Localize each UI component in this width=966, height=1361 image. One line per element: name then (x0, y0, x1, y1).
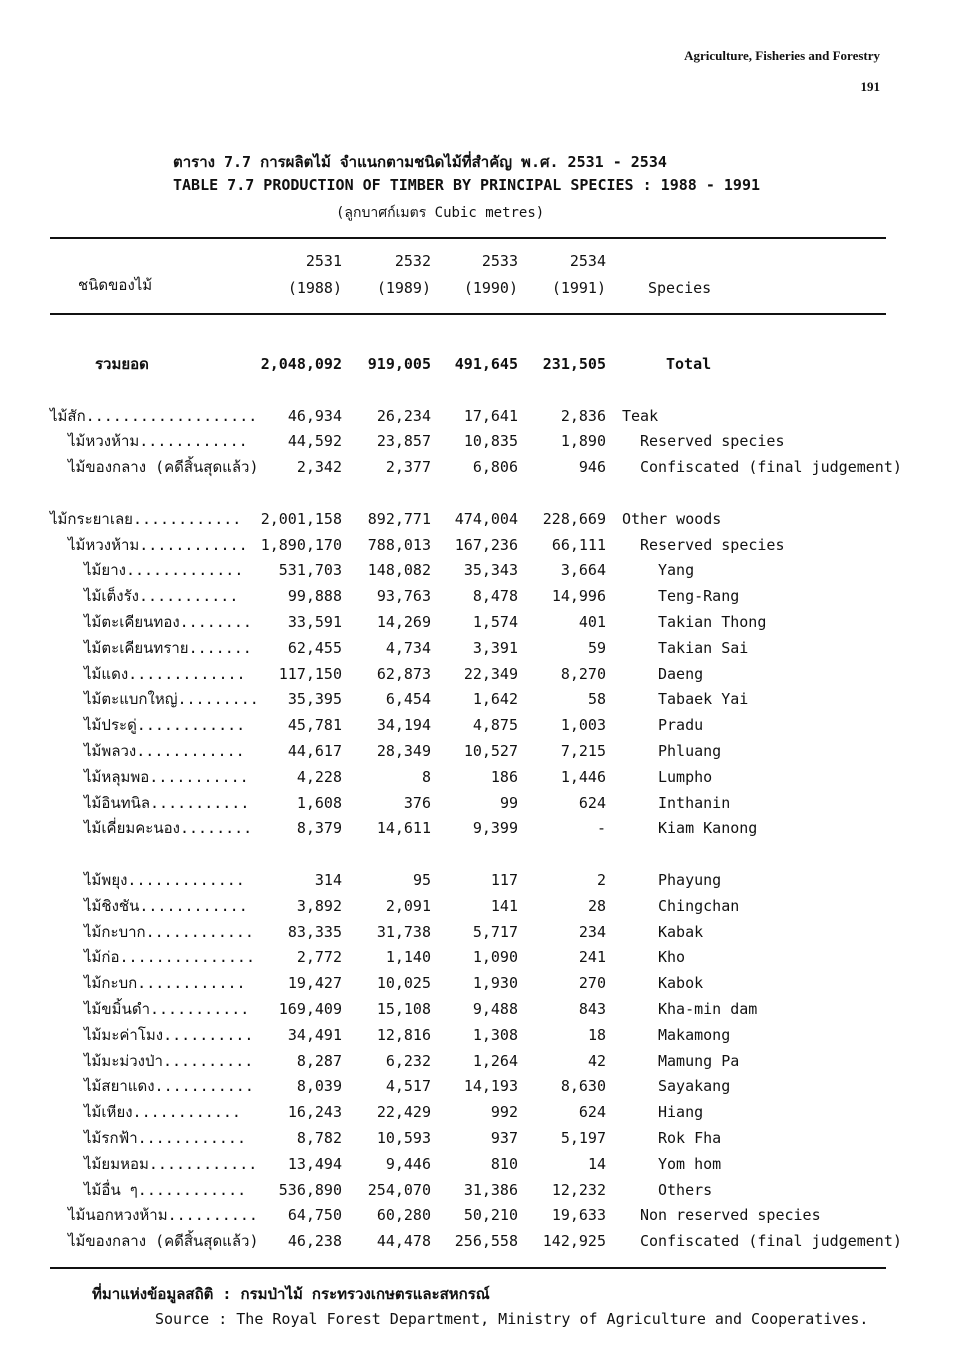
value-cell-2533: 14,193 (463, 1077, 518, 1096)
value-cell-2533: 1,090 (472, 948, 518, 967)
value-cell-2533: 35,343 (463, 561, 518, 580)
value-cell-2533: 1,574 (472, 612, 518, 631)
row-spacer (0, 481, 966, 507)
year-ce: (1988) (287, 279, 342, 297)
value-cell-2531: 2,342 (296, 458, 342, 477)
value-cell-2531: 8,379 (296, 819, 342, 838)
value-cell-2533: 992 (490, 1103, 518, 1122)
thai-species-name: ไม้ของกลาง (คดีสิ้นสุดแล้ว) (68, 1232, 259, 1251)
value-cell-2532: 14,611 (376, 819, 431, 838)
value-cell-2534: 28 (587, 896, 606, 915)
value-cell-2534: 19,633 (551, 1206, 606, 1225)
value-cell-2531: 62,455 (287, 638, 342, 657)
total-row (0, 352, 966, 378)
value-cell-2532: 22,429 (376, 1103, 431, 1122)
value-cell-2533: 10,527 (463, 741, 518, 760)
value-cell-2531: 33,591 (287, 612, 342, 631)
thai-species-name: ไม้มะค่าโมง.......... (84, 1025, 254, 1044)
english-species-name: Lumpho (658, 767, 713, 786)
value-cell-2534: 2,836 (560, 406, 606, 425)
value-cell-2533: 1,308 (472, 1025, 518, 1044)
english-species-name: Kiam Kanong (658, 819, 758, 838)
value-cell-2532: 10,025 (376, 974, 431, 993)
table-row (0, 662, 966, 688)
value-cell-2533: 17,641 (463, 406, 518, 425)
value-cell-2534: 8,630 (560, 1077, 606, 1096)
year-be: 2532 (394, 252, 431, 270)
value-cell-2531: 19,427 (287, 974, 342, 993)
english-species-name: Pradu (658, 716, 704, 735)
english-species-name: Phayung (658, 870, 722, 889)
thai-species-name: ไม้อินทนิล........... (84, 793, 250, 812)
table-row (0, 765, 966, 791)
value-cell-2532: 6,454 (385, 690, 431, 709)
english-species-name: Teak (622, 406, 659, 425)
value-cell-2534: 42 (587, 1051, 606, 1070)
table-row (0, 1152, 966, 1178)
value-cell-2533: 50,210 (463, 1206, 518, 1225)
english-species-name: Hiang (658, 1103, 704, 1122)
value-cell-2532: 254,070 (367, 1180, 431, 1199)
value-cell-2532: 892,771 (367, 509, 431, 528)
source-thai: ที่มาแห่งข้อมูลสถิติ : กรมป่าไม้ กระทรวงเกษตรและสหกรณ์ (92, 1285, 490, 1303)
header-rule (50, 313, 886, 315)
table-row (0, 429, 966, 455)
value-cell-2533: 810 (490, 1154, 518, 1173)
year-be: 2534 (569, 252, 606, 270)
table-row (0, 713, 966, 739)
english-species-name: Makamong (658, 1025, 731, 1044)
table-row (0, 945, 966, 971)
thai-species-name: ไม้ของกลาง (คดีสิ้นสุดแล้ว) (68, 458, 259, 477)
value-cell-2531: 536,890 (278, 1180, 342, 1199)
value-cell-2531: 16,243 (287, 1103, 342, 1122)
value-cell-2531: 8,782 (296, 1128, 342, 1147)
value-cell-2533: 141 (490, 896, 518, 915)
value-cell-2532: 2,377 (385, 458, 431, 477)
value-cell-2534: 241 (578, 948, 606, 967)
english-species-name: Yom hom (658, 1154, 722, 1173)
thai-species-name: ไม้หวงห้าม............ (68, 535, 248, 554)
value-cell-2534: 231,505 (542, 355, 606, 373)
value-cell-2531: 46,238 (287, 1232, 342, 1251)
value-cell-2534: 401 (578, 612, 606, 631)
year-ce: (1990) (463, 279, 518, 297)
table-row (0, 533, 966, 559)
thai-species-name: ไม้ยาง............. (84, 561, 244, 580)
thai-species-name: ไม้ขมิ้นดำ........... (84, 999, 250, 1018)
thai-species-name: ไม้หลุมพอ........... (84, 767, 249, 786)
english-species-name: Takian Thong (658, 612, 767, 631)
english-species-name: Tabaek Yai (658, 690, 749, 709)
value-cell-2533: 117 (490, 870, 518, 889)
english-species-name: Others (658, 1180, 713, 1199)
table-row (0, 739, 966, 765)
value-cell-2534: 7,215 (560, 741, 606, 760)
value-cell-2531: 34,491 (287, 1025, 342, 1044)
english-species-name: Daeng (658, 664, 704, 683)
value-cell-2532: 62,873 (376, 664, 431, 683)
row-spacer (0, 378, 966, 404)
thai-species-name: ไม้พลวง............ (84, 741, 245, 760)
value-cell-2531: 1,890,170 (260, 535, 342, 554)
value-cell-2533: 1,264 (472, 1051, 518, 1070)
thai-species-name: ไม้กะบาก............ (84, 922, 254, 941)
value-cell-2532: 6,232 (385, 1051, 431, 1070)
top-rule (50, 237, 886, 239)
value-cell-2532: 10,593 (376, 1128, 431, 1147)
value-cell-2531: 4,228 (296, 767, 342, 786)
table-row (0, 997, 966, 1023)
value-cell-2533: 99 (499, 793, 518, 812)
english-species-name: Phluang (658, 741, 722, 760)
table-row (0, 1203, 966, 1229)
table-title-english: TABLE 7.7 PRODUCTION OF TIMBER BY PRINCIPAL SPECIES : 1988 - 1991 (173, 176, 760, 194)
english-species-name: Confiscated (final judgement) (640, 458, 902, 477)
column-header-thai (78, 272, 152, 299)
english-species-name: Kabok (658, 974, 704, 993)
table-unit: (ลูกบาศก์เมตร Cubic metres) (336, 205, 545, 221)
thai-species-name: ไม้ชิงชัน............ (84, 896, 248, 915)
value-cell-2534: 2 (596, 870, 606, 889)
table-row (0, 1023, 966, 1049)
value-cell-2533: 1,930 (472, 974, 518, 993)
value-cell-2534: 14 (587, 1154, 606, 1173)
year-ce: (1989) (376, 279, 431, 297)
table-row (0, 507, 966, 533)
value-cell-2533: 4,875 (472, 716, 518, 735)
value-cell-2534: 5,197 (560, 1128, 606, 1147)
value-cell-2532: 1,140 (385, 948, 431, 967)
thai-species-name: ไม้พยุง............. (84, 870, 245, 889)
value-cell-2532: 14,269 (376, 612, 431, 631)
value-cell-2531: 2,001,158 (260, 509, 342, 528)
column-header-2532 (377, 248, 431, 302)
thai-species-name: ไม้เต็งรัง........... (84, 587, 239, 606)
table-row (0, 636, 966, 662)
value-cell-2531: 314 (314, 870, 342, 889)
english-species-name: Reserved species (640, 535, 785, 554)
table-row (0, 455, 966, 481)
thai-species-name: ไม้ตะแบกใหญ่......... (84, 690, 259, 709)
table-row (0, 558, 966, 584)
thai-species-name: ไม้หวงห้าม............ (68, 432, 248, 451)
value-cell-2533: 256,558 (454, 1232, 518, 1251)
table-row (0, 816, 966, 842)
value-cell-2531: 2,772 (296, 948, 342, 967)
thai-species-name: ไม้อื่น ๆ............ (84, 1180, 247, 1199)
value-cell-2534: 59 (587, 638, 606, 657)
value-cell-2532: 4,734 (385, 638, 431, 657)
value-cell-2533: 8,478 (472, 587, 518, 606)
table-row (0, 1100, 966, 1126)
page-number: 191 (860, 79, 880, 94)
value-cell-2533: 9,488 (472, 999, 518, 1018)
thai-species-name: ไม้รกฟ้า............ (84, 1128, 246, 1147)
english-species-name: Chingchan (658, 896, 740, 915)
value-cell-2532: 26,234 (376, 406, 431, 425)
value-cell-2532: 2,091 (385, 896, 431, 915)
value-cell-2531: 2,048,092 (260, 355, 342, 373)
value-cell-2533: 1,642 (472, 690, 518, 709)
source-english: Source : The Royal Forest Department, Ministry of Agriculture and Cooperatives. (155, 1310, 869, 1328)
value-cell-2533: 6,806 (472, 458, 518, 477)
value-cell-2532: 4,517 (385, 1077, 431, 1096)
year-ce: (1991) (551, 279, 606, 297)
english-species-name: Takian Sai (658, 638, 749, 657)
english-species-name: Kabak (658, 922, 704, 941)
bottom-rule (50, 1267, 886, 1269)
thai-species-name: ไม้ก่อ............... (84, 948, 255, 967)
value-cell-2531: 44,592 (287, 432, 342, 451)
thai-species-name: ไม้ตะเคียนทอง........ (84, 612, 252, 631)
species-label: Species (648, 279, 712, 297)
value-cell-2534: 843 (578, 999, 606, 1018)
value-cell-2534: 8,270 (560, 664, 606, 683)
table-row (0, 894, 966, 920)
value-cell-2532: 95 (412, 870, 431, 889)
value-cell-2531: 13,494 (287, 1154, 342, 1173)
value-cell-2534: 1,003 (560, 716, 606, 735)
table-row (0, 1126, 966, 1152)
year-be: 2533 (481, 252, 518, 270)
value-cell-2531: 45,781 (287, 716, 342, 735)
thai-species-name: ไม้ประดู่............ (84, 716, 246, 735)
value-cell-2534: 142,925 (542, 1232, 606, 1251)
value-cell-2532: 919,005 (367, 355, 431, 373)
value-cell-2532: 23,857 (376, 432, 431, 451)
value-cell-2534: 1,446 (560, 767, 606, 786)
value-cell-2533: 937 (490, 1128, 518, 1147)
value-cell-2533: 10,835 (463, 432, 518, 451)
table-row (0, 404, 966, 430)
value-cell-2532: 788,013 (367, 535, 431, 554)
value-cell-2533: 22,349 (463, 664, 518, 683)
table-row (0, 687, 966, 713)
table-row (0, 610, 966, 636)
value-cell-2532: 60,280 (376, 1206, 431, 1225)
row-spacer (0, 842, 966, 868)
value-cell-2531: 8,039 (296, 1077, 342, 1096)
value-cell-2533: 31,386 (463, 1180, 518, 1199)
english-species-name: Kho (658, 948, 686, 967)
value-cell-2532: 8 (421, 767, 431, 786)
english-species-name: Kha-min dam (658, 999, 758, 1018)
thai-species-name: ไม้กระยาเลย............ (50, 509, 242, 528)
thai-species-name: ไม้ยมหอม............ (84, 1154, 258, 1173)
thai-species-name: ไม้นอกหวงห้าม.......... (68, 1206, 258, 1225)
table-row (0, 868, 966, 894)
column-header-species (648, 275, 711, 302)
value-cell-2534: 58 (587, 690, 606, 709)
value-cell-2534: 66,111 (551, 535, 606, 554)
value-cell-2531: 169,409 (278, 999, 342, 1018)
value-cell-2531: 46,934 (287, 406, 342, 425)
table-row (0, 1049, 966, 1075)
value-cell-2531: 44,617 (287, 741, 342, 760)
value-cell-2533: 167,236 (454, 535, 518, 554)
value-cell-2532: 148,082 (367, 561, 431, 580)
english-species-name: Total (666, 355, 712, 373)
value-cell-2534: 3,664 (560, 561, 606, 580)
value-cell-2532: 28,349 (376, 741, 431, 760)
value-cell-2534: 1,890 (560, 432, 606, 451)
value-cell-2534: 234 (578, 922, 606, 941)
table-row (0, 791, 966, 817)
english-species-name: Mamung Pa (658, 1051, 740, 1070)
value-cell-2534: 12,232 (551, 1180, 606, 1199)
value-cell-2533: 474,004 (454, 509, 518, 528)
thai-species-name: ไม้เคี่ยมคะนอง........ (84, 819, 253, 838)
value-cell-2531: 83,335 (287, 922, 342, 941)
value-cell-2534: 18 (587, 1025, 606, 1044)
english-species-name: Inthanin (658, 793, 731, 812)
thai-species-label: ชนิดของไม้ (78, 276, 153, 294)
thai-species-name: ไม้สยาแดง........... (84, 1077, 254, 1096)
table-row (0, 1229, 966, 1255)
thai-species-name: ไม้แดง............. (84, 664, 246, 683)
table-row (0, 971, 966, 997)
value-cell-2532: 93,763 (376, 587, 431, 606)
english-species-name: Other woods (622, 509, 722, 528)
thai-species-name: ไม้กะบก............ (84, 974, 246, 993)
table-row (0, 1074, 966, 1100)
table-row (0, 584, 966, 610)
column-header-2531 (288, 248, 342, 302)
value-cell-2534: 270 (578, 974, 606, 993)
value-cell-2532: 9,446 (385, 1154, 431, 1173)
value-cell-2533: 186 (490, 767, 518, 786)
english-species-name: Yang (658, 561, 695, 580)
value-cell-2532: 31,738 (376, 922, 431, 941)
english-species-name: Confiscated (final judgement) (640, 1232, 902, 1251)
english-species-name: Sayakang (658, 1077, 731, 1096)
english-species-name: Rok Fha (658, 1128, 722, 1147)
value-cell-2531: 99,888 (287, 587, 342, 606)
column-header-2534 (552, 248, 606, 302)
value-cell-2532: 12,816 (376, 1025, 431, 1044)
value-cell-2532: 15,108 (376, 999, 431, 1018)
thai-species-name: ไม้ตะเคียนทราย....... (84, 638, 252, 657)
english-species-name: Non reserved species (640, 1206, 821, 1225)
value-cell-2533: 3,391 (472, 638, 518, 657)
column-header-2533 (464, 248, 518, 302)
english-species-name: Reserved species (640, 432, 785, 451)
value-cell-2531: 117,150 (278, 664, 342, 683)
value-cell-2533: 5,717 (472, 922, 518, 941)
value-cell-2534: 14,996 (551, 587, 606, 606)
value-cell-2533: 491,645 (454, 355, 518, 373)
value-cell-2532: 44,478 (376, 1232, 431, 1251)
value-cell-2534: 624 (578, 793, 606, 812)
thai-species-name: ไม้สัก................... (50, 406, 258, 425)
table-row (0, 920, 966, 946)
year-be: 2531 (305, 252, 342, 270)
value-cell-2533: 9,399 (472, 819, 518, 838)
english-species-name: Teng-Rang (658, 587, 740, 606)
value-cell-2534: 228,669 (542, 509, 606, 528)
value-cell-2531: 8,287 (296, 1051, 342, 1070)
value-cell-2531: 64,750 (287, 1206, 342, 1225)
thai-species-name: ไม้เหียง............ (84, 1103, 241, 1122)
value-cell-2531: 3,892 (296, 896, 342, 915)
value-cell-2532: 376 (403, 793, 431, 812)
thai-species-name: รวมยอด (95, 355, 149, 373)
value-cell-2534: 624 (578, 1103, 606, 1122)
value-cell-2534: 946 (578, 458, 606, 477)
thai-species-name: ไม้มะม่วงป่า.......... (84, 1051, 254, 1070)
table-title-thai: ตาราง 7.7 การผลิตไม้ จำแนกตามชนิดไม้ที่สำคัญ พ.ศ. 2531 - 2534 (173, 153, 667, 171)
value-cell-2531: 1,608 (296, 793, 342, 812)
value-cell-2531: 35,395 (287, 690, 342, 709)
value-cell-2531: 531,703 (278, 561, 342, 580)
table-row (0, 1178, 966, 1204)
table-body (0, 352, 966, 1255)
section-header: Agriculture, Fisheries and Forestry (684, 48, 880, 63)
value-cell-2534: - (596, 819, 606, 838)
value-cell-2532: 34,194 (376, 716, 431, 735)
